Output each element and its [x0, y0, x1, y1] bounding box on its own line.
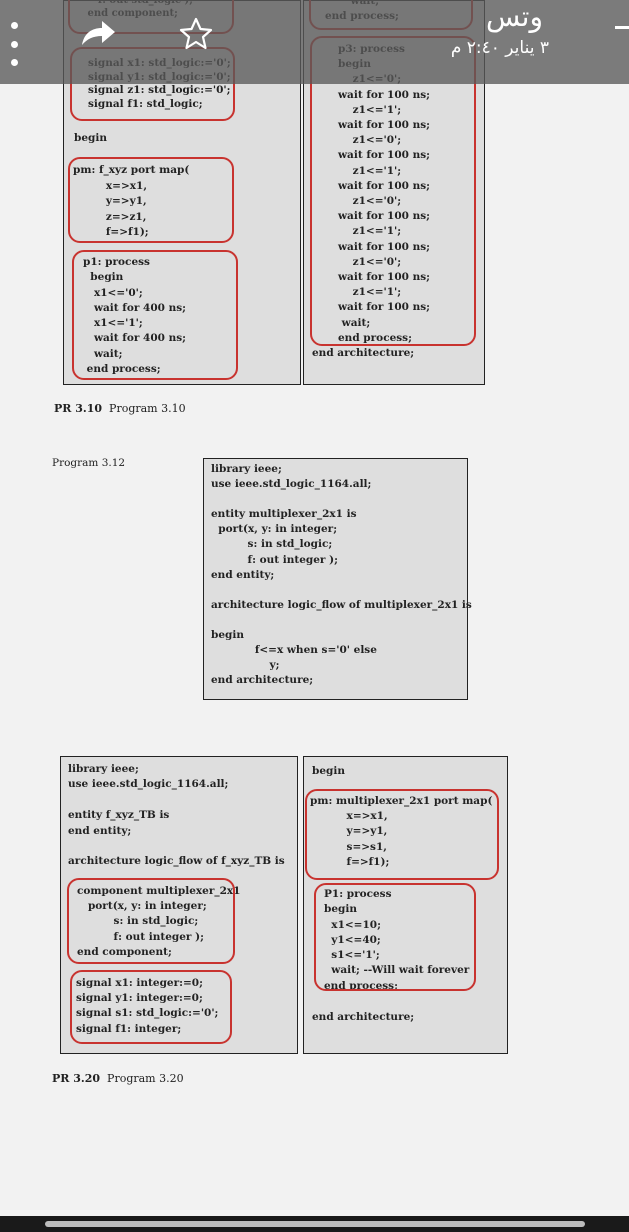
highlight-portmap	[68, 157, 234, 243]
highlight-signals-320	[70, 970, 232, 1044]
highlight-component-320	[67, 878, 235, 964]
prog320-right-process: P1: process begin x1<=10; y1<=40; s1<='1'; wait; --Will wait forever end process;	[324, 888, 470, 992]
prog320-right-portmap: pm: multiplexer_2x1 port map( x=>x1, y=>y1, s=>s1, f=>f1);	[310, 795, 493, 868]
prog310-left-signals: signal z1: std_logic:='0'; signal f1: std_logic;	[88, 84, 231, 110]
highlight-process-p1	[72, 250, 238, 380]
prog320-left-head: library ieee; use ieee.std_logic_1164.all; entity f_xyz_TB is end entity; architecture logic_flow of f_xyz_TB is	[68, 763, 285, 868]
prog310-right-process: wait for 100 ns; z1<='1'; wait for 100 ns; z1<='0'; wait for 100 ns; z1<='1'; wait for 100 ns; z1<='0'; wait for 100 ns; z1<='1'; wait for 100 ns; z1<='0'; wait for 100 ns; z1<='1'; wait for 100 ns; wait; end process;	[338, 88, 431, 344]
prog320-left-signals: signal x1: integer:=0; signal y1: integer:=0; signal s1: std_logic:='0'; signal f1: integer;	[76, 977, 219, 1035]
top-toolbar	[0, 0, 629, 84]
bottom-nav-bar	[0, 1216, 629, 1232]
caption-pr320: PR 3.20 Program 3.20	[52, 1072, 184, 1085]
more-vertical-icon[interactable]	[8, 22, 20, 66]
timestamp: ٣ يناير ٢:٤٠ م	[450, 38, 549, 58]
prog320-right-begin: begin	[312, 765, 345, 777]
prog310-right-end: end architecture;	[312, 347, 415, 359]
prog320-left-component: component multiplexer_2x1 port(x, y: in integer; s: in std_logic; f: out integer ); end component;	[77, 885, 241, 958]
caption-pr310: PR 3.10 Program 3.10	[54, 402, 186, 415]
highlight-process-320	[314, 883, 476, 991]
star-icon[interactable]	[178, 16, 214, 52]
prog310-left-portmap: pm: f_xyz port map( x=>x1, y=>y1, z=>z1, f=>f1);	[73, 164, 190, 239]
home-gesture-pill[interactable]	[45, 1221, 585, 1227]
minimize-icon[interactable]	[615, 26, 629, 29]
highlight-portmap-320	[305, 789, 499, 880]
prog310-left-process: p1: process begin x1<='0'; wait for 400 ns; x1<='1'; wait for 400 ns; wait; end process;	[83, 256, 187, 376]
app-title: وتس	[485, 0, 543, 33]
label-program312: Program 3.12	[52, 457, 126, 469]
prog310-left-begin: begin	[74, 132, 107, 144]
prog312-code: library ieee; use ieee.std_logic_1164.all; entity multiplexer_2x1 is port(x, y: in integer; s: in std_logic; f: out integer ); end entity; architecture logic_flow of multiplexer_2x1 is begin f<=x when s='0' else y; end architecture;	[211, 463, 472, 687]
share-icon[interactable]	[78, 17, 118, 49]
prog320-right-end: end architecture;	[312, 1011, 415, 1023]
